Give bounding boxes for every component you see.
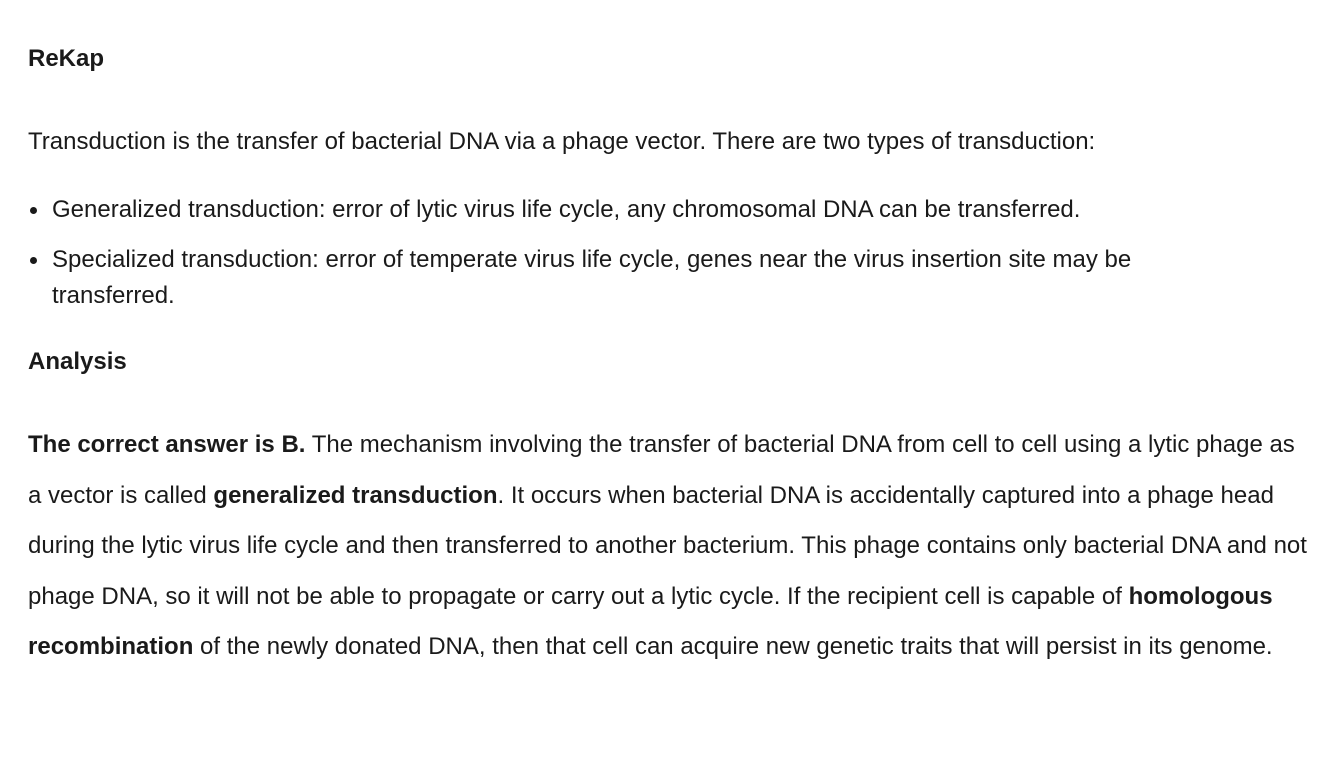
list-item <box>28 242 1218 314</box>
rekap-heading: ReKap <box>28 45 105 72</box>
list-item <box>28 192 1218 228</box>
list-item-text: Generalized transduction: error of lytic virus life cycle, any chromosomal DNA can be transferred. <box>52 196 1081 223</box>
bullet-icon <box>30 207 37 214</box>
correct-answer-lead: The correct answer is B. <box>28 431 306 458</box>
key-term: homologous recombination <box>28 582 1273 661</box>
analysis-paragraph <box>28 420 1308 673</box>
analysis-heading: Analysis <box>28 348 127 375</box>
key-term: generalized transduction <box>213 481 498 509</box>
bullet-icon <box>30 257 37 264</box>
analysis-text-part: . It occurs when bacterial DNA is accidentally captured into a phage head during the lytic virus life cycle and then transferred to another bacterium. This phage contains only bacterial DNA and not phage DNA, so it will not be able to propagate or carry out a lytic cycle. If the recipient cell is capable of <box>28 481 1307 610</box>
list-item-text: Specialized transduction: error of temperate virus life cycle, genes near the virus insertion site may be transferred. <box>52 246 1132 309</box>
rekap-intro: Transduction is the transfer of bacterial DNA via a phage vector. There are two types of transduction: <box>28 128 1096 155</box>
analysis-text-part: of the newly donated DNA, then that cell can acquire new genetic traits that will persist in its genome. <box>193 633 1273 661</box>
analysis-text-part: The mechanism involving the transfer of bacterial DNA from cell to cell using a lytic phage as a vector is called <box>28 431 1295 509</box>
transduction-types-list <box>28 192 1218 328</box>
